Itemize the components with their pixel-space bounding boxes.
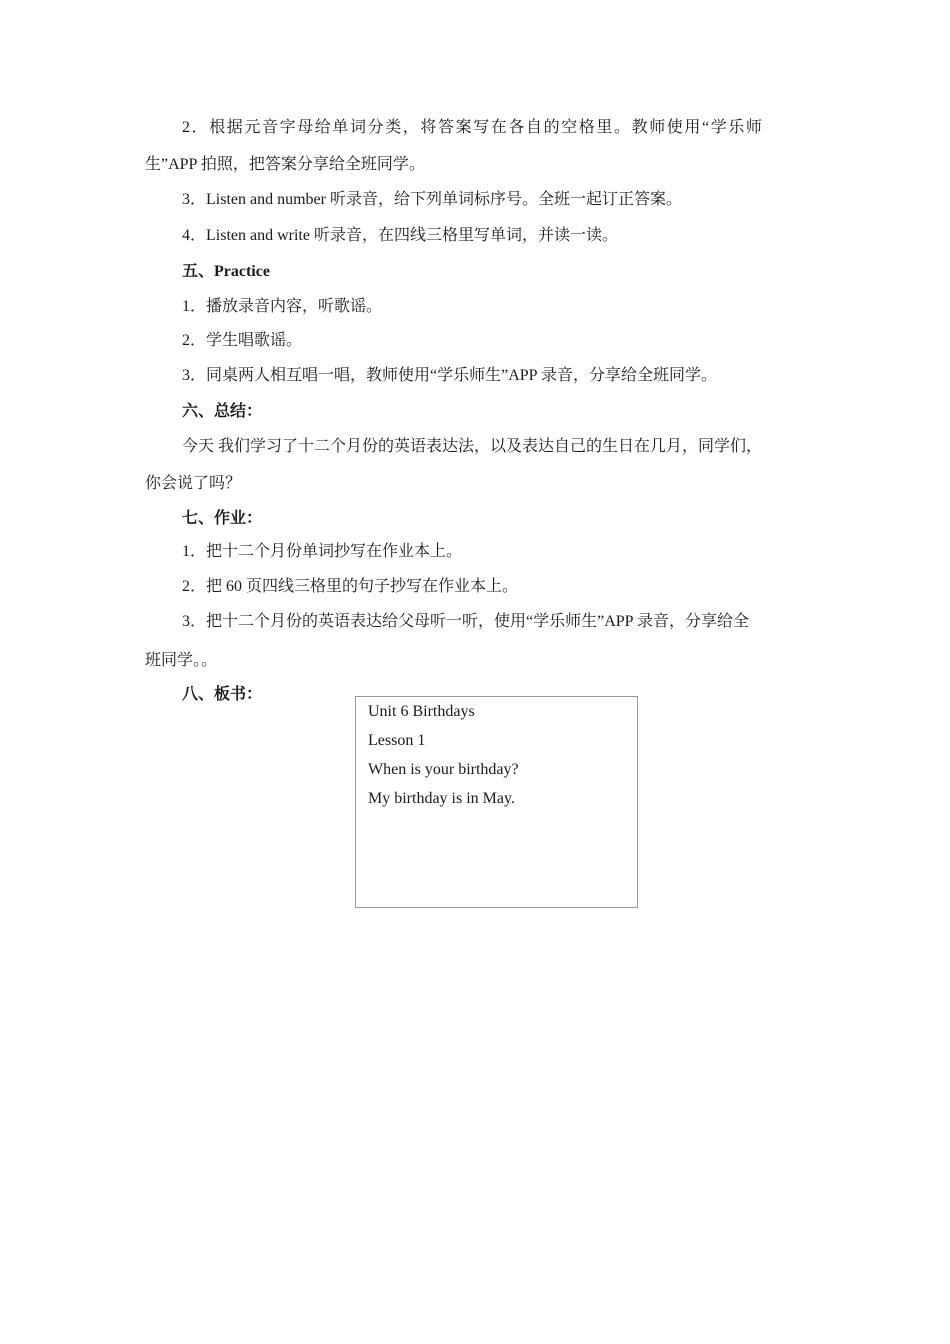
sec7-item2: 2．把 60 页四线三格里的句子抄写在作业本上。: [182, 578, 519, 595]
sec4-item2-line2: 生”APP 拍照，把答案分享给全班同学。: [145, 156, 425, 173]
board-lesson: Lesson 1: [368, 732, 426, 749]
sec5-heading: 五、Practice: [182, 263, 270, 280]
sec7-item3-line2: 班同学。。: [145, 652, 218, 669]
sec8-heading: 八、板书：: [182, 686, 263, 703]
sec5-item2: 2．学生唱歌谣。: [182, 332, 303, 349]
sec5-item1: 1．播放录音内容，听歌谣。: [182, 298, 383, 315]
sec4-item4: 4．Listen and write 听录音，在四线三格里写单词，并读一读。: [182, 227, 618, 244]
sec7-item3-line1: 3．把十二个月份的英语表达给父母听一听，使用“学乐师生”APP 录音，分享给全: [182, 613, 749, 630]
sec6-line1: 今天 我们学习了十二个月份的英语表达法，以及表达自己的生日在几月，同学们，: [182, 438, 763, 455]
sec7-item1: 1．把十二个月份单词抄写在作业本上。: [182, 543, 463, 560]
sec4-item3: 3．Listen and number 听录音，给下列单词标序号。全班一起订正答案。: [182, 191, 682, 208]
sec4-item2-line1: 2．根据元音字母给单词分类，将答案写在各自的空格里。教师使用“学乐师: [182, 119, 764, 136]
sec6-line2: 你会说了吗？: [145, 475, 242, 492]
sec5-item3: 3．同桌两人相互唱一唱，教师使用“学乐师生”APP 录音，分享给全班同学。: [182, 367, 717, 384]
board-question: When is your birthday?: [368, 761, 519, 778]
board-answer: My birthday is in May.: [368, 790, 515, 807]
blackboard-box: [355, 696, 638, 908]
sec6-heading: 六、总结：: [182, 403, 263, 420]
board-unit-title: Unit 6 Birthdays: [368, 703, 475, 720]
sec7-heading: 七、作业：: [182, 510, 263, 527]
